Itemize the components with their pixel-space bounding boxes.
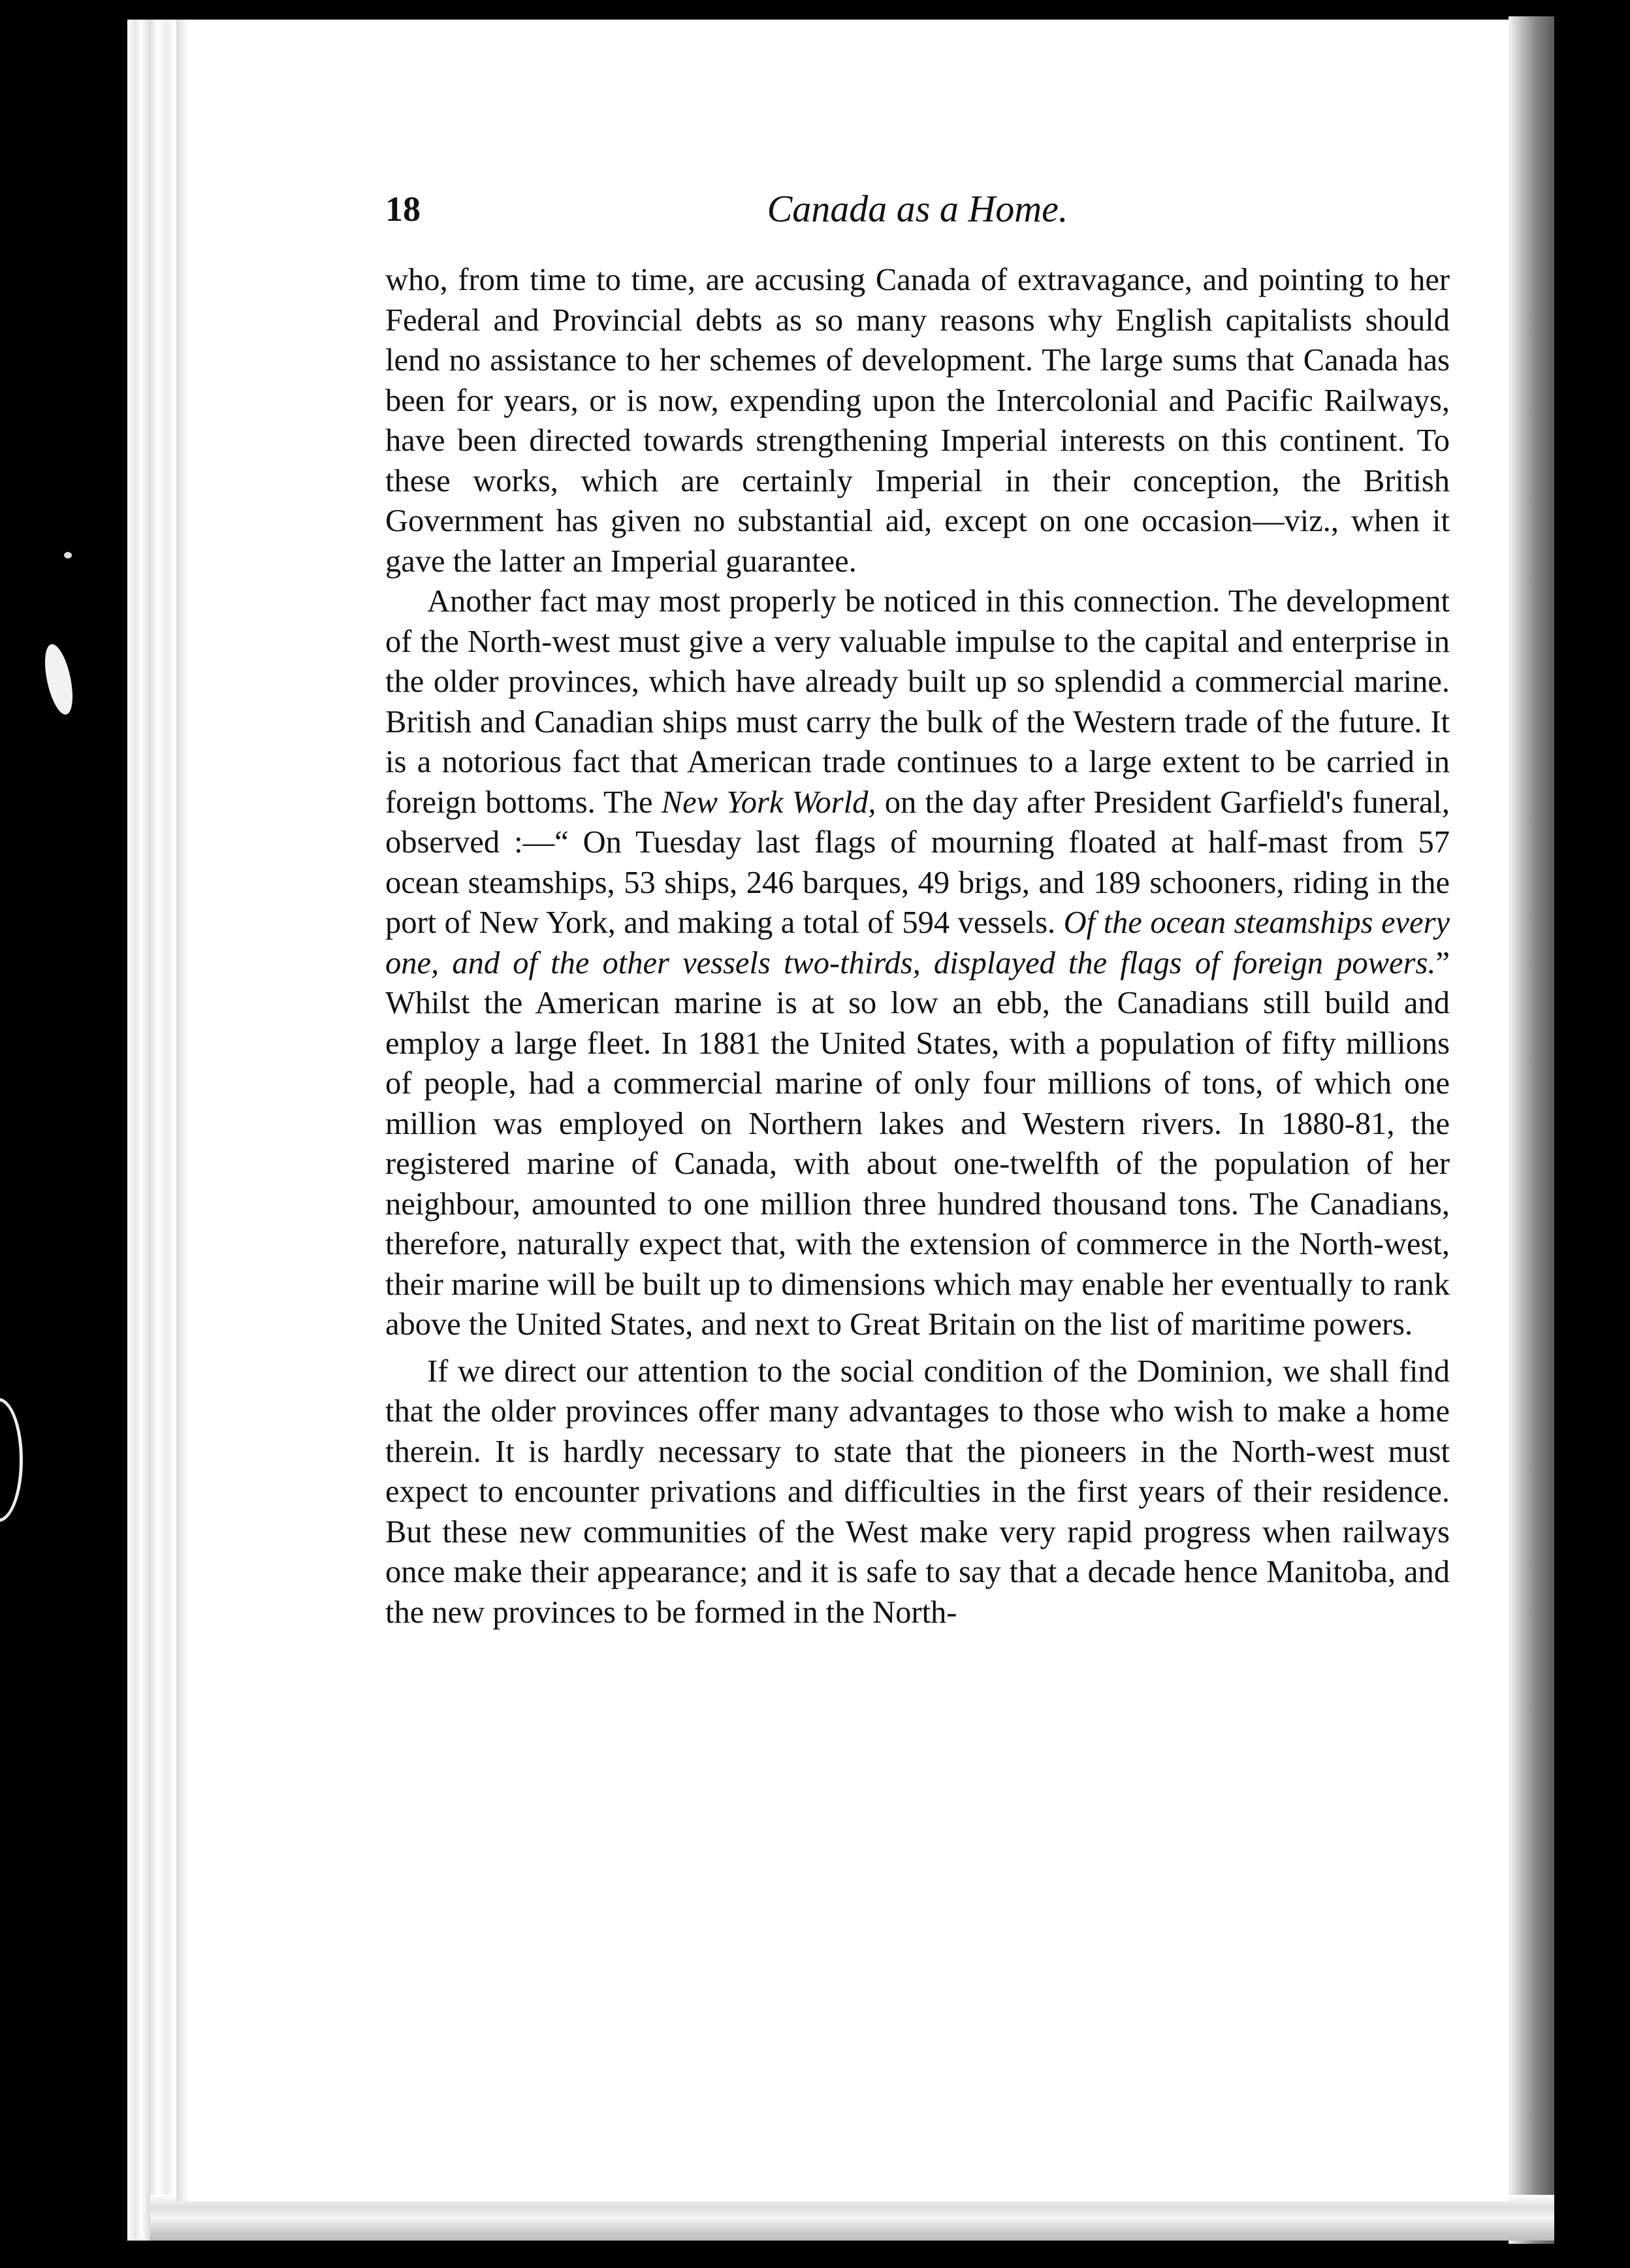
paragraph-2 — [385, 581, 1450, 1345]
page-gutter — [176, 20, 188, 2201]
paragraph-2-text-b: on the day after President Garfield's funeral, observed :—“ On Tuesday last flags of mourning floated at half-mast from 57 ocean steamships, 53 ships, 246 barques, 49 brigs, and 189 schooners, riding in the port of New York, and making a total of 594 vessels. — [385, 785, 1450, 940]
paragraph-3: If we direct our attention to the social condition of the Dominion, we shall find that the older provinces offer many advantages to those who wish to make a home therein. It is hardly necessary to state that the pioneers in the North-west must expect to encounter privations and difficulties in the first years of their residence. But these new communities of the West make very rapid progress when railways once make their appearance; and it is safe to say that a decade hence Manitoba, and the new provinces to be formed in the North- — [385, 1353, 1450, 1630]
page-number: 18 — [385, 189, 421, 229]
running-title: Canada as a Home. — [767, 187, 1068, 230]
paragraph-2-text-c: ” Whilst the American marine is at so low an ebb, the Canadians still build and employ a large fleet. In 1881 the United States, with a population of fifty millions of people, had a commercial marine of only four millions of tons, of which one million was employed on Northern lakes and Western rivers. In 1880-81, the registered marine of Canada, with about one-twelfth of the population of her neighbour, amounted to one million three hundred thousand tons. The Canadians, therefore, naturally expect that, with the extension of commerce in the North-west, their marine will be built up to dimensions which may enable her eventually to rank above the United States, and next to Great Britain on the list of maritime powers. — [385, 945, 1450, 1342]
bottom-page-edge — [150, 2195, 1554, 2241]
left-margin-speck — [40, 641, 78, 717]
paragraph-1: who, from time to time, are accusing Canada of extravagance, and pointing to her Federal and Provincial debts as so many reasons why English capitalists should lend no assistance to her schemes of development. The large sums that Canada has been for years, or is now, expending upon the Intercolonial and Pacific Railways, have been directed towards strengthening Imperial interests on this continent. To these works, which are certainly Imperial in their conception, the British Government has given no substantial aid, except on one occasion—viz., when it gave the latter an Imperial guarantee. — [385, 263, 1450, 579]
body-text — [385, 260, 1450, 1632]
page-header — [385, 183, 1450, 235]
right-page-edge-shadow — [1509, 16, 1554, 2244]
left-margin-arc — [0, 1398, 23, 1522]
left-margin-dot — [64, 552, 72, 559]
paragraph-2-italic-newspaper: New York World, — [661, 785, 876, 820]
paragraph-2-text-a: Another fact may most properly be noticed in this connection. The development of the North-west must give a very valuable impulse to the capital and enterprise in the older provinces, which have already built up so splendid a commercial marine. British and Canadian ships must carry the bulk of the Western trade of the future. It is a notorious fact that American trade continues to a large extent to be carried in foreign bottoms. The — [385, 584, 1450, 820]
paragraph-2-italic-quote: Of the ocean steamships every one, and of the other vessels two-thirds, displayed the flags of foreign powers. — [385, 905, 1450, 980]
